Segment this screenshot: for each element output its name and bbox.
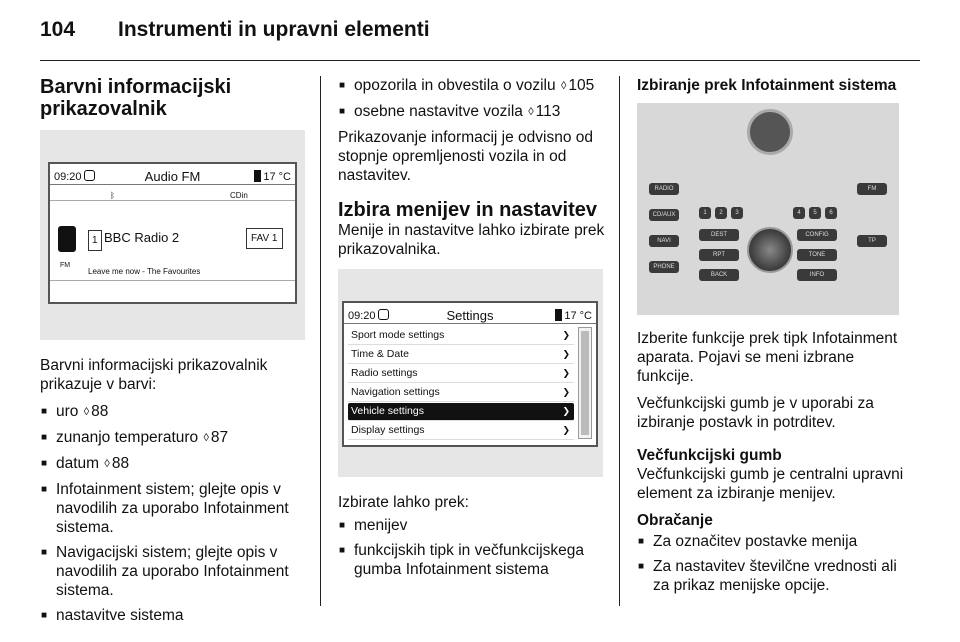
screen-temp: 17 °C (564, 310, 592, 322)
list-item: ■ opozorila in obvestila o vozilu ◊ 105 (338, 76, 606, 96)
intro-text: Barvni informacijski prikazovalnik prikazuje v barvi: (40, 357, 268, 393)
settings-menu-row[interactable]: Display settings ❯ (348, 422, 574, 440)
list-item: ■ Za označitev postavke menija (637, 532, 905, 551)
preset-button[interactable]: 5 (809, 207, 821, 219)
tp-button[interactable]: TP (857, 235, 887, 247)
choice-list (338, 516, 606, 579)
fm-button[interactable]: FM (857, 183, 887, 195)
list-item: ■ Infotainment sistem; glejte opis v navodilih za uporabo Infotainment sistema. (40, 480, 305, 537)
multifunction-knob[interactable] (747, 227, 793, 273)
settings-menu-row[interactable]: Sport mode settings ❯ (348, 327, 574, 345)
infotainment-console-image (637, 103, 899, 315)
menu-intro: Menije in nastavitve lahko izbirate prek prikazovalnika. (338, 222, 605, 258)
phone-icon (555, 309, 562, 321)
screen-title: Audio FM (144, 169, 201, 184)
page-ref-icon: ◊ (104, 458, 110, 470)
song-title: Leave me now - The Favourites (88, 267, 201, 276)
list-item: ■ menijev (338, 516, 606, 535)
subsubsection-heading: Obračanje (637, 512, 713, 529)
chevron-right-icon: ❯ (562, 425, 570, 435)
tone-button[interactable]: TONE (797, 249, 837, 261)
cdaux-button[interactable]: CD/AUX (649, 209, 679, 221)
page-ref-icon: ◊ (83, 406, 90, 418)
preset-button[interactable]: 1 (699, 207, 711, 219)
info-paragraph: Večfunkcijski gumb je v uporabi za izbiranje postavk in potrditev. (637, 395, 874, 431)
phone-button[interactable]: PHONE (649, 261, 679, 273)
list-item: ■ nastavitve sistema (40, 606, 305, 625)
radio-icon (58, 226, 76, 252)
rpt-button[interactable]: RPT (699, 249, 739, 261)
rotate-list (637, 532, 905, 595)
settings-menu-row[interactable]: Radio settings ❯ (348, 365, 574, 383)
feature-list-cont (338, 76, 606, 122)
page-ref-icon: ◊ (560, 80, 567, 92)
page-ref-icon: ◊ (528, 106, 534, 118)
column-divider (619, 76, 620, 606)
preset-badge: 1 (88, 230, 102, 251)
column-divider (320, 76, 321, 606)
chevron-right-icon: ❯ (562, 349, 570, 359)
column-1 (40, 76, 305, 631)
info-paragraph: Prikazovanje informacij je odvisno od stopnje opremljenosti vozila in od nastavitev. (338, 129, 594, 184)
preset-button[interactable]: 2 (715, 207, 727, 219)
list-item: ■ osebne nastavitve vozila ◊ 113 (338, 102, 606, 122)
cdin-label: CDin (230, 191, 248, 200)
screen-time: 09:20 (348, 310, 376, 322)
station-name: BBC Radio 2 (104, 230, 180, 245)
settings-menu-row[interactable]: Time & Date ❯ (348, 346, 574, 364)
navi-button[interactable]: NAVI (649, 235, 679, 247)
section-heading: Barvni informacijski prikazovalnik (40, 76, 232, 120)
radio-button[interactable]: RADIO (649, 183, 679, 195)
column-2 (338, 76, 606, 585)
list-item: ■ Navigacijski sistem; glejte opis v navodilih za uporabo Infotainment sistema. (40, 543, 305, 600)
subsection-heading: Večfunkcijski gumb (637, 447, 782, 464)
dest-button[interactable]: DEST (699, 229, 739, 241)
choose-text: Izbirate lahko prek: (338, 494, 469, 511)
scrollbar[interactable] (578, 327, 592, 439)
list-item: ■ zunanjo temperaturo ◊ 87 (40, 428, 305, 448)
column-3 (637, 76, 905, 601)
chevron-right-icon: ❯ (562, 387, 570, 397)
info-paragraph: Izberite funkcije prek tipk Infotainment aparata. Pojavi se meni izbrane funkcije. (637, 330, 898, 385)
phone-icon (254, 170, 261, 182)
page-header (40, 16, 920, 61)
list-item: ■ Za nastavitev številčne vrednosti ali za prikaz menijske opcije. (637, 557, 905, 595)
chevron-right-icon: ❯ (562, 330, 570, 340)
info-button[interactable]: INFO (797, 269, 837, 281)
config-button[interactable]: CONFIG (797, 229, 837, 241)
screen-time: 09:20 (54, 171, 82, 183)
band-label: FM (60, 262, 71, 269)
settings-screen-image (338, 269, 603, 477)
preset-button[interactable]: 4 (793, 207, 805, 219)
info-paragraph: Večfunkcijski gumb je centralni upravni element za izbiranje menijev. (637, 466, 904, 502)
section-heading: Izbiranje prek Infotainment sistema (637, 77, 897, 94)
feature-list (40, 402, 305, 625)
audio-screen-image (40, 130, 305, 340)
list-item: ■ datum ◊ 88 (40, 454, 305, 474)
chevron-right-icon: ❯ (562, 368, 570, 378)
list-item: ■ funkcijskih tipk in večfunkcijskega gumba Infotainment sistema (338, 541, 606, 579)
bluetooth-icon: ᛒ (110, 191, 115, 200)
page-number: 104 (40, 18, 76, 41)
list-item: ■ uro ◊ 88 (40, 402, 305, 422)
chevron-right-icon: ❯ (562, 406, 570, 416)
screen-title: Settings (446, 308, 494, 323)
screen-temp: 17 °C (263, 171, 291, 183)
volume-knob (747, 109, 793, 155)
preset-button[interactable]: 6 (825, 207, 837, 219)
section-heading: Izbira menijev in nastavitev (338, 199, 597, 221)
fav-badge: FAV 1 (246, 228, 283, 249)
back-button[interactable]: BACK (699, 269, 739, 281)
page-ref-icon: ◊ (203, 432, 209, 444)
preset-button[interactable]: 3 (731, 207, 743, 219)
page-title: Instrumenti in upravni elementi (118, 18, 430, 41)
settings-menu-row-selected[interactable]: Vehicle settings ❯ (348, 403, 574, 421)
settings-menu-row[interactable]: Navigation settings ❯ (348, 384, 574, 402)
